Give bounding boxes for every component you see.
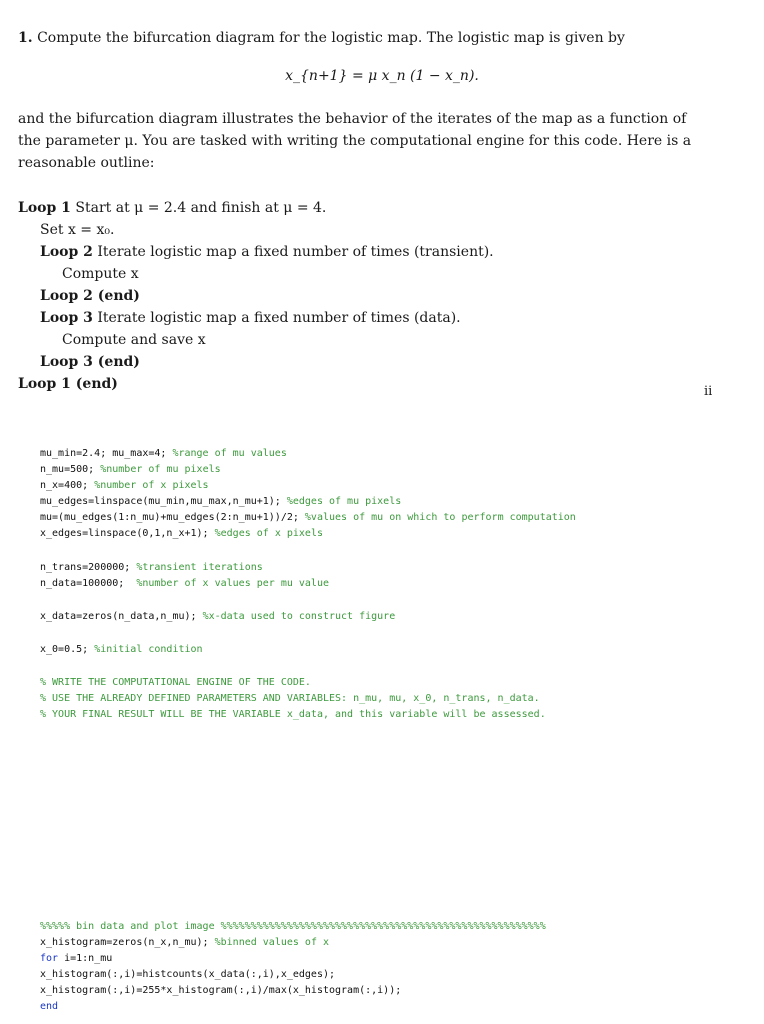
code-block-instructions xyxy=(40,675,546,723)
code-line xyxy=(40,446,576,462)
problem-description: and the bifurcation diagram illustrates the behavior of the iterates of the map as a function of the parameter μ. You are tasked with writing the computational engine for this code. Here is a reasonable outline: xyxy=(18,111,692,171)
outline-loop-label: Loop 1 xyxy=(18,200,71,216)
code-line xyxy=(40,707,546,723)
code-text: x_0=0.5; xyxy=(40,644,95,655)
code-comment: %x-data used to construct figure xyxy=(202,611,396,622)
outline-text: Iterate logistic map a fixed number of times (transient). xyxy=(92,244,494,260)
code-comment: %values of mu on which to perform computation xyxy=(304,512,576,523)
outline-line xyxy=(62,332,206,348)
code-keyword: end xyxy=(40,1001,59,1012)
code-text: n_mu=500; xyxy=(40,464,101,475)
outline-line xyxy=(40,222,114,238)
outline-line xyxy=(40,288,140,304)
code-line xyxy=(40,478,576,494)
code-block-plotting xyxy=(40,919,546,1015)
code-line xyxy=(40,462,576,478)
code-line xyxy=(40,609,395,625)
code-text: mu_edges=linspace(mu_min,mu_max,n_mu+1); xyxy=(40,496,287,507)
page-mark: ii xyxy=(704,384,713,399)
code-line xyxy=(40,675,546,691)
code-comment: %number of mu pixels xyxy=(100,464,221,475)
code-text: mu_min=2.4; mu_max=4; xyxy=(40,448,173,459)
outline-loop-label: Loop 2 (end) xyxy=(40,288,140,304)
code-line xyxy=(40,951,546,967)
code-text: x_histogram=zeros(n_x,n_mu); xyxy=(40,937,215,948)
problem-number: 1. xyxy=(18,30,33,46)
code-comment: %number of x values per mu value xyxy=(136,578,329,589)
code-block-initial-condition xyxy=(40,642,203,658)
code-line xyxy=(40,560,329,576)
code-line xyxy=(40,999,546,1015)
code-comment: %binned values of x xyxy=(214,937,329,948)
code-comment: % USE THE ALREADY DEFINED PARAMETERS AND VARIABLES: n_mu, mu, x_0, n_trans, n_data. xyxy=(40,693,540,704)
code-line xyxy=(40,919,546,935)
code-text: n_x=400; xyxy=(40,480,95,491)
code-block-parameters xyxy=(40,446,576,542)
outline-line xyxy=(40,244,494,260)
code-text: x_edges=linspace(0,1,n_x+1); xyxy=(40,528,215,539)
outline-loop-label: Loop 1 (end) xyxy=(18,376,118,392)
code-line xyxy=(40,935,546,951)
code-keyword: for xyxy=(40,953,59,964)
code-block-allocation xyxy=(40,609,395,625)
code-line xyxy=(40,691,546,707)
logistic-equation: x_{n+1} = μ x_n (1 − x_n). xyxy=(285,68,479,84)
code-line xyxy=(40,494,576,510)
code-text: n_trans=200000; xyxy=(40,562,137,573)
code-line xyxy=(40,983,546,999)
code-comment: %initial condition xyxy=(94,644,203,655)
outline-line xyxy=(40,354,140,370)
outline-text: Iterate logistic map a fixed number of times (data). xyxy=(92,310,461,326)
code-text: i=1:n_mu xyxy=(58,953,113,964)
problem-title: Compute the bifurcation diagram for the logistic map. The logistic map is given by xyxy=(37,30,625,46)
outline-line xyxy=(18,376,118,392)
outline-line xyxy=(62,266,139,282)
problem-heading xyxy=(18,30,625,46)
outline-loop-label: Loop 3 (end) xyxy=(40,354,140,370)
code-text: n_data=100000; xyxy=(40,578,137,589)
code-text: x_data=zeros(n_data,n_mu); xyxy=(40,611,203,622)
code-comment: %edges of x pixels xyxy=(214,528,323,539)
code-comment: %%%%% bin data and plot image %%%%%%%%%%%%%%%%%%%%%%%%%%%%%%%%%%%%%%%%%%%%%%%%%%%%%% xyxy=(40,921,546,932)
code-block-iterations xyxy=(40,560,329,592)
code-comment: %edges of mu pixels xyxy=(286,496,402,507)
outline-line xyxy=(40,310,461,326)
code-line xyxy=(40,642,203,658)
code-text: x_histogram(:,i)=histcounts(x_data(:,i),x_edges); xyxy=(40,969,336,980)
code-text: x_histogram(:,i)=255*x_histogram(:,i)/max(x_histogram(:,i)); xyxy=(40,985,402,996)
outline-text: Start at μ = 2.4 and finish at μ = 4. xyxy=(70,200,327,216)
code-comment: % WRITE THE COMPUTATIONAL ENGINE OF THE CODE. xyxy=(40,677,311,688)
code-text: mu=(mu_edges(1:n_mu)+mu_edges(2:n_mu+1))/2; xyxy=(40,512,305,523)
outline-line xyxy=(18,200,326,216)
code-line xyxy=(40,526,576,542)
code-comment: %range of mu values xyxy=(172,448,287,459)
outline-text: Compute and save x xyxy=(62,332,206,348)
code-line xyxy=(40,576,329,592)
outline-text: Set x = x₀. xyxy=(40,222,115,238)
code-comment: %transient iterations xyxy=(136,562,263,573)
code-line xyxy=(40,967,546,983)
outline-text: Compute x xyxy=(62,266,139,282)
outline-loop-label: Loop 2 xyxy=(40,244,93,260)
code-line xyxy=(40,510,576,526)
code-comment: %number of x pixels xyxy=(94,480,209,491)
code-comment: % YOUR FINAL RESULT WILL BE THE VARIABLE x_data, and this variable will be assessed. xyxy=(40,709,546,720)
outline-loop-label: Loop 3 xyxy=(40,310,93,326)
